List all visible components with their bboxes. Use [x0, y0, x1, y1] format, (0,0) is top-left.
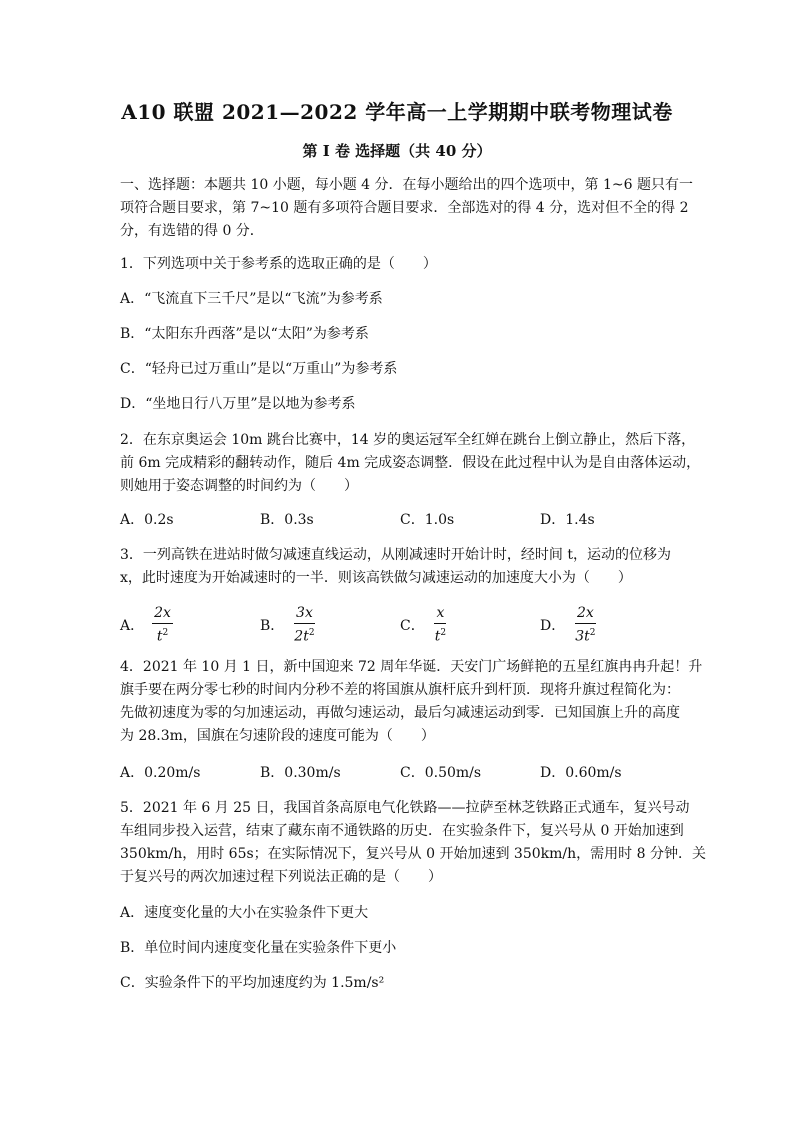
question-5-option-a: A．速度变化量的大小在实验条件下更大: [120, 905, 369, 921]
instructions-line: 一、选择题：本题共 10 小题，每小题 4 分．在每小题给出的四个选项中，第 1~6 题只有一: [120, 177, 693, 193]
question-2-option-a: A．0.2s: [120, 512, 174, 528]
question-5-stem-line: 车组同步投入运营，结束了藏东南不通铁路的历史．在实验条件下，复兴号从 0 开始加速到: [120, 823, 684, 839]
exam-title: A10 联盟 2021—2022 学年高一上学期期中联考物理试卷: [121, 100, 673, 124]
fraction: $\frac{2x}{3t^2}$: [575, 604, 596, 645]
question-3-option-c: C． $\frac{x}{t^2}$: [400, 604, 447, 645]
section-title: 第 I 卷 选择题（共 40 分）: [302, 142, 492, 160]
question-4-option-b: B．0.30m/s: [260, 765, 341, 781]
question-2-stem-line: 2．在东京奥运会 10m 跳台比赛中，14 岁的奥运冠军全红婵在跳台上倒立静止，然后下落，: [120, 432, 696, 448]
question-5-option-c: C．实验条件下的平均加速度约为 1.5m/s²: [120, 975, 385, 991]
question-1-option-d: D．“坐地日行八万里”是以地为参考系: [120, 396, 356, 412]
question-1-option-a: A．“飞流直下三千尺”是以“飞流”为参考系: [120, 291, 383, 307]
question-1-option-b: B．“太阳东升西落”是以“太阳”为参考系: [120, 326, 369, 342]
question-5-option-b: B．单位时间内速度变化量在实验条件下更小: [120, 940, 397, 956]
question-3-option-a: A． $\frac{2x}{t^2}$: [120, 604, 171, 645]
question-5-stem-line: 于复兴号的两次加速过程下列说法正确的是（ ）: [120, 869, 442, 885]
question-4-stem-line: 4．2021 年 10 月 1 日，新中国迎来 72 周年华诞．天安门广场鲜艳的五星红旗冉冉升起！升: [120, 659, 703, 675]
instructions-line: 项符合题目要求，第 7~10 题有多项符合题目要求．全部选对的得 4 分，选对但不全的得 2: [120, 200, 689, 216]
question-2-stem-line: 前 6m 完成精彩的翻转动作，随后 4m 完成姿态调整．假设在此过程中认为是自由落体运动，: [120, 455, 701, 471]
question-1-stem: 1．下列选项中关于参考系的选取正确的是（ ）: [120, 256, 437, 272]
question-2-option-c: C．1.0s: [400, 512, 455, 528]
question-5-stem-line: 5．2021 年 6 月 25 日，我国首条高原电气化铁路——拉萨至林芝铁路正式通车，复兴号动: [120, 800, 690, 816]
question-3-option-d: D． $\frac{2x}{3t^2}$: [540, 604, 596, 645]
fraction: $\frac{x}{t^2}$: [434, 604, 447, 645]
question-4-option-a: A．0.20m/s: [120, 765, 201, 781]
instructions-line: 分，有选错的得 0 分．: [120, 223, 264, 239]
question-3-stem-line: x，此时速度为开始减速时的一半．则该高铁做匀减速运动的加速度大小为（ ）: [120, 570, 632, 586]
question-2-option-d: D．1.4s: [540, 512, 595, 528]
question-4-option-d: D．0.60m/s: [540, 765, 622, 781]
fraction: $\frac{3x}{2t^2}$: [294, 604, 315, 645]
question-3-options: [120, 603, 720, 647]
question-2-stem-line: 则她用于姿态调整的时间约为（ ）: [120, 478, 358, 494]
question-4-stem-line: 为 28.3m，国旗在匀速阶段的速度可能为（ ）: [120, 728, 435, 744]
question-5-stem-line: 350km/h，用时 65s；在实际情况下，复兴号从 0 开始加速到 350km/h，需用时 8 分钟．关: [120, 846, 706, 862]
question-3-option-b: B． $\frac{3x}{2t^2}$: [260, 604, 315, 645]
question-4-stem-line: 旗手要在两分零七秒的时间内分秒不差的将国旗从旗杆底升到杆顶．现将升旗过程简化为：: [120, 682, 680, 698]
question-3-stem-line: 3．一列高铁在进站时做匀减速直线运动，从刚减速时开始计时，经时间 t，运动的位移为: [120, 547, 671, 563]
question-4-option-c: C．0.50m/s: [400, 765, 482, 781]
question-4-stem-line: 先做初速度为零的匀加速运动，再做匀速运动，最后匀减速运动到零．已知国旗上升的高度: [120, 705, 680, 721]
question-1-option-c: C．“轻舟已过万重山”是以“万重山”为参考系: [120, 361, 398, 377]
fraction: $\frac{2x}{t^2}$: [154, 604, 171, 645]
question-2-option-b: B．0.3s: [260, 512, 314, 528]
